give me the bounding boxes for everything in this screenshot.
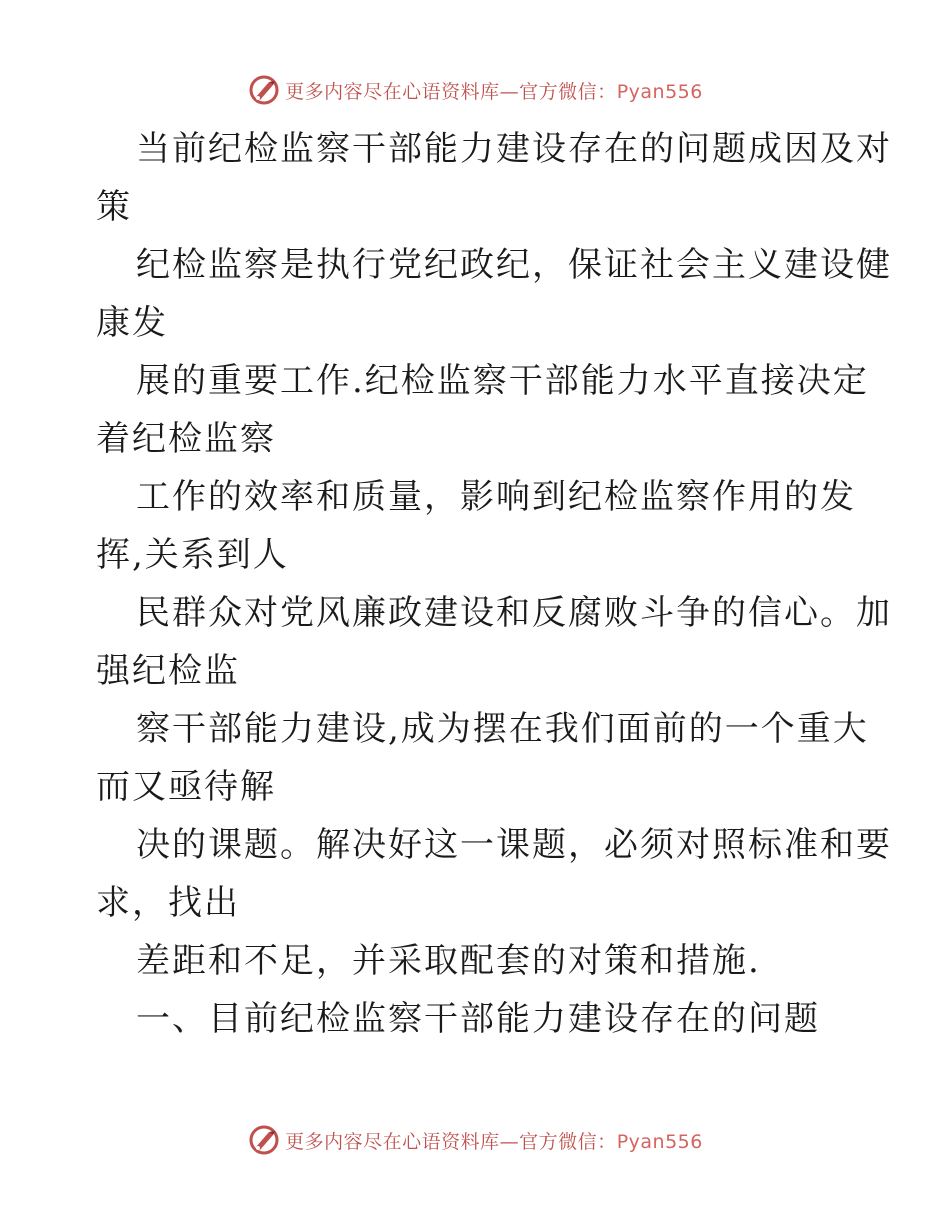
document-body <box>96 120 892 1048</box>
header-wechat-id: Pyan556 <box>616 80 703 103</box>
paragraph-line: 工作的效率和质量，影响到纪检监察作用的发 <box>136 477 856 517</box>
footer-banner-dash: — <box>499 1130 520 1153</box>
footer-wechat-label: 官方微信： <box>519 1130 617 1153</box>
header-wechat-label: 官方微信： <box>519 80 617 103</box>
paragraph-line: 展的重要工作.纪检监察干部能力水平直接决定 <box>136 361 869 401</box>
paragraph-line: 着纪检监察 <box>96 419 276 459</box>
paragraph-line: 康发 <box>96 303 168 343</box>
paragraph-line: 民群众对党风廉政建设和反腐败斗争的信心。加 <box>136 593 892 633</box>
header-banner-text <box>285 77 703 104</box>
paragraph-line: 强纪检监 <box>96 651 240 691</box>
paragraph-line: 而又亟待解 <box>96 767 276 807</box>
footer-wechat-id: Pyan556 <box>616 1130 703 1153</box>
pen-logo-icon <box>247 1123 281 1157</box>
footer-banner-main: 更多内容尽在心语资料库 <box>285 1130 500 1153</box>
paragraph-line: 决的课题。解决好这一课题，必须对照标准和要 <box>136 825 892 865</box>
header-banner <box>0 70 950 110</box>
footer-banner <box>0 1120 950 1160</box>
header-banner-main: 更多内容尽在心语资料库 <box>285 80 500 103</box>
paragraph-line: 纪检监察是执行党纪政纪，保证社会主义建设健 <box>136 245 892 285</box>
paragraph-line: 挥,关系到人 <box>96 535 289 575</box>
footer-banner-text <box>285 1127 703 1154</box>
paragraph-line: 求，找出 <box>96 883 240 923</box>
paragraph-line: 差距和不足，并采取配套的对策和措施. <box>136 941 761 981</box>
paragraph-line: 察干部能力建设,成为摆在我们面前的一个重大 <box>136 709 869 749</box>
title-line-2: 策 <box>96 187 132 227</box>
title-line-1: 当前纪检监察干部能力建设存在的问题成因及对 <box>136 129 892 169</box>
section-heading: 一、目前纪检监察干部能力建设存在的问题 <box>136 999 820 1039</box>
header-banner-dash: — <box>499 80 520 103</box>
pen-logo-icon <box>247 73 281 107</box>
